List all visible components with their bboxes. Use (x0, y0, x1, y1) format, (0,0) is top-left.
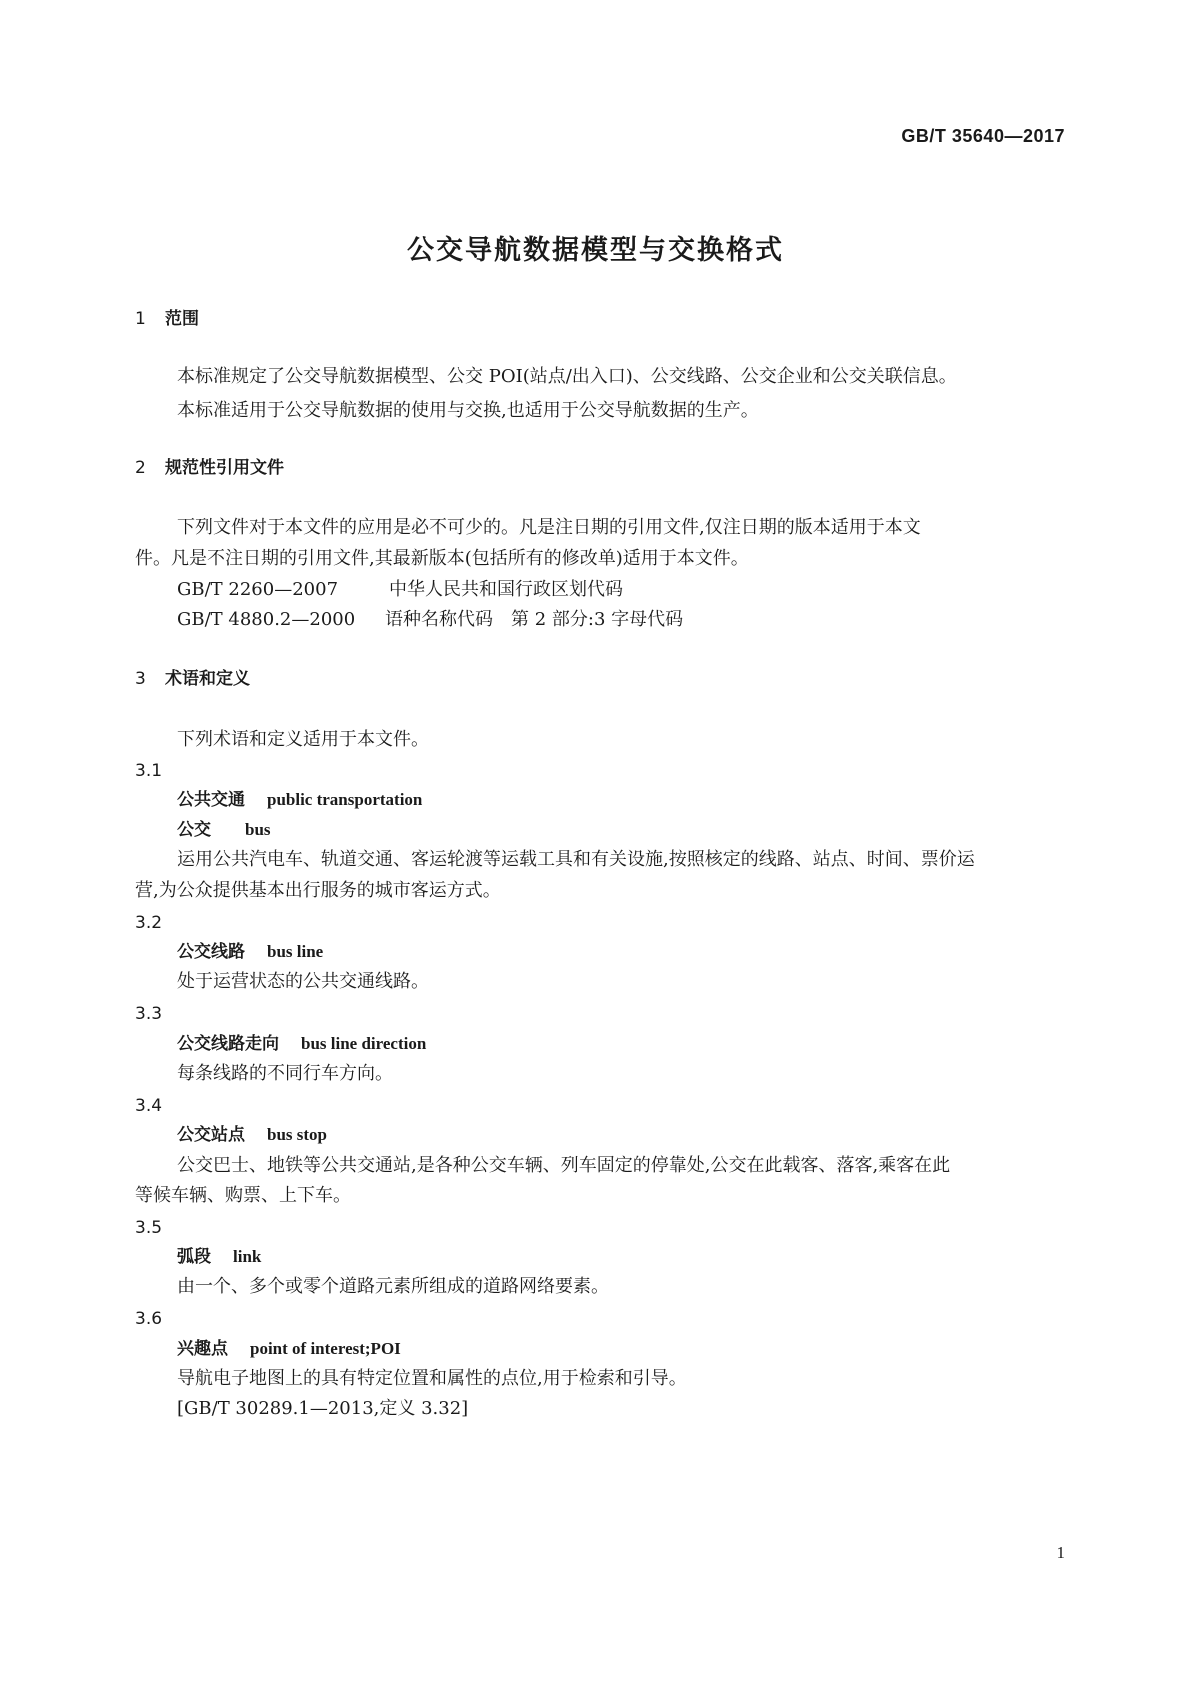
reference-item (177, 608, 683, 632)
term-chinese: 公交线路走向 (177, 1034, 279, 1054)
term-number: 3.4 (135, 1096, 163, 1116)
term-number: 3.5 (135, 1218, 163, 1238)
reference-name: 语种名称代码 第 2 部分:3 字母代码 (385, 609, 684, 630)
term-heading (177, 1338, 401, 1360)
section-number: 3 (135, 669, 146, 689)
term-heading (177, 1124, 327, 1146)
section-title: 术语和定义 (165, 669, 250, 689)
reference-item (177, 578, 623, 602)
term-chinese: 公交站点 (177, 1125, 245, 1145)
section-title: 范围 (165, 309, 199, 329)
term-english: public transportation (267, 790, 423, 809)
term-admitted-heading (177, 819, 271, 841)
scope-paragraph-1: 本标准规定了公交导航数据模型、公交 POI(站点/出入口)、公交线路、公交企业和公交关联信息。 (177, 366, 957, 387)
reference-code: GB/T 2260—2007 (177, 579, 339, 600)
term-definition-line-1: 处于运营状态的公共交通线路。 (177, 971, 429, 992)
term-definition-line-1: 导航电子地图上的具有特定位置和属性的点位,用于检索和引导。 (177, 1368, 687, 1389)
term-chinese: 公交线路 (177, 942, 245, 962)
normative-paragraph-line-2: 件。凡是不注日期的引用文件,其最新版本(包括所有的修改单)适用于本文件。 (135, 548, 749, 569)
term-definition-line-2: 等候车辆、购票、上下车。 (135, 1185, 351, 1206)
reference-name: 中华人民共和国行政区划代码 (389, 579, 623, 600)
reference-code: GB/T 4880.2—2000 (177, 609, 356, 630)
term-english: link (233, 1247, 262, 1266)
term-english: bus line direction (301, 1034, 427, 1053)
term-definition-line-2: 营,为公众提供基本出行服务的城市客运方式。 (135, 880, 501, 901)
standard-code: GB/T 35640—2017 (901, 126, 1065, 146)
section-number: 2 (135, 458, 146, 478)
term-chinese: 弧段 (177, 1247, 211, 1267)
term-definition-line-1: 每条线路的不同行车方向。 (177, 1063, 393, 1084)
term-source: [GB/T 30289.1—2013,定义 3.32] (177, 1398, 469, 1419)
term-number: 3.1 (135, 761, 163, 781)
term-heading (177, 941, 323, 963)
term-heading (177, 1246, 261, 1268)
term-english: bus (245, 820, 271, 839)
term-chinese: 兴趣点 (177, 1339, 228, 1359)
term-definition-line-1: 公交巴士、地铁等公共交通站,是各种公交车辆、列车固定的停靠处,公交在此载客、落客,乘客在此 (177, 1155, 951, 1176)
term-definition-line-1: 由一个、多个或零个道路元素所组成的道路网络要素。 (177, 1276, 609, 1297)
term-heading (177, 1033, 426, 1055)
page-number: 1 (1056, 1543, 1065, 1562)
section-number: 1 (135, 309, 146, 329)
term-english: point of interest;POI (250, 1339, 401, 1358)
normative-paragraph-line-1: 下列文件对于本文件的应用是必不可少的。凡是注日期的引用文件,仅注日期的版本适用于本文 (177, 517, 921, 538)
term-number: 3.2 (135, 913, 163, 933)
term-heading (177, 789, 422, 811)
section-2-heading (135, 457, 284, 479)
term-english: bus stop (267, 1125, 328, 1144)
section-1-heading (135, 308, 199, 330)
term-chinese: 公交 (177, 820, 211, 840)
term-number: 3.3 (135, 1004, 163, 1024)
section-3-heading (135, 668, 250, 690)
term-definition-line-1: 运用公共汽电车、轨道交通、客运轮渡等运载工具和有关设施,按照核定的线路、站点、时间、票价运 (177, 849, 975, 870)
term-number: 3.6 (135, 1309, 163, 1329)
term-chinese: 公共交通 (177, 790, 245, 810)
section-title: 规范性引用文件 (165, 458, 284, 478)
scope-paragraph-2: 本标准适用于公交导航数据的使用与交换,也适用于公交导航数据的生产。 (177, 400, 759, 421)
terms-intro: 下列术语和定义适用于本文件。 (177, 729, 429, 750)
document-title: 公交导航数据模型与交换格式 (407, 235, 784, 266)
term-english: bus line (267, 942, 324, 961)
